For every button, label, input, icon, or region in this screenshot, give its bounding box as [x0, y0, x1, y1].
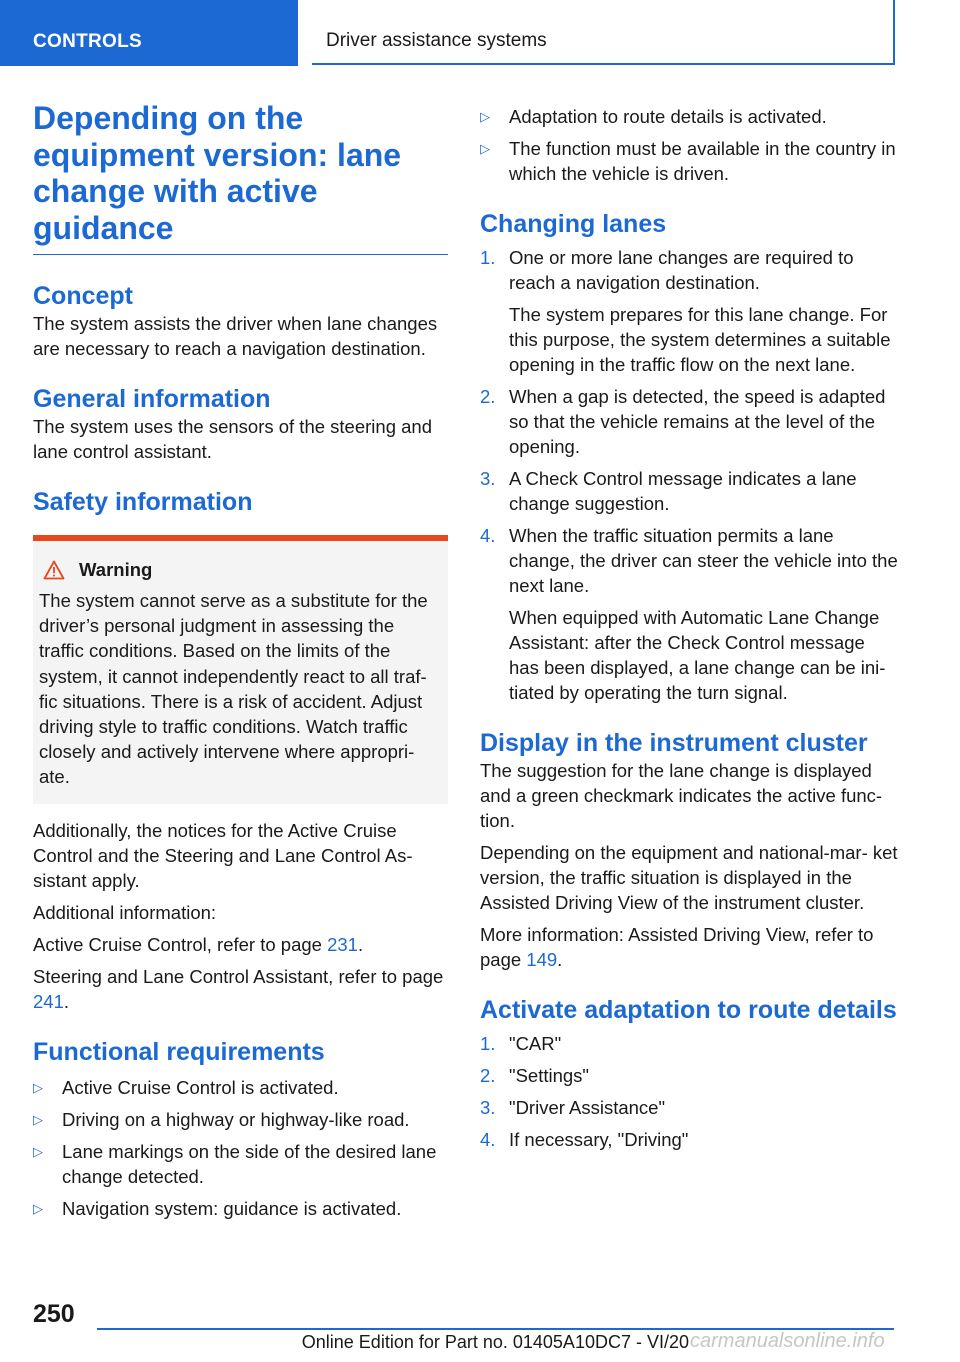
page-title: Depending on the equipment version: lane change with active guidance	[33, 100, 448, 255]
page-link-231[interactable]: 231	[327, 933, 358, 955]
topic-title: Driver assistance systems	[312, 0, 895, 65]
display-reference: More information: Assisted Driving View, refer to page 149.	[480, 924, 874, 970]
triangle-right-icon: ▷	[33, 1111, 43, 1127]
step-item: 2. "Settings"	[480, 1065, 589, 1086]
step-item: 1. One or more lane changes are required to reach a navigation destination. The system prepares for this lane change. For this purpose, the system determines a suitable opening in the traffic flow on the next lane.	[480, 247, 891, 375]
list-item: ▷ Navigation system: guidance is activated.	[33, 1197, 402, 1219]
triangle-right-icon: ▷	[480, 109, 490, 124]
acc-reference: Active Cruise Control, refer to page 231.	[33, 933, 364, 955]
section-tab: CONTROLS	[0, 0, 298, 66]
step-item: 3. A Check Control message indicates a lane change suggestion.	[480, 468, 857, 514]
right-column	[480, 104, 898, 1159]
list-item: ▷ Adaptation to route details is activated.	[480, 106, 827, 127]
page-link-241[interactable]: 241	[33, 990, 64, 1012]
safety-heading: Safety information	[33, 488, 253, 516]
list-item: ▷ Driving on a highway or highway-like road.	[33, 1108, 410, 1130]
edition-text: Online Edition for Part no. 01405A10DC7 - VI/20	[301, 1332, 689, 1352]
warning-box	[33, 535, 448, 804]
triangle-right-icon: ▷	[33, 1200, 43, 1216]
page-header	[0, 0, 960, 66]
additional-info-label: Additional information:	[33, 901, 217, 923]
list-item: ▷ Active Cruise Control is activated.	[33, 1076, 339, 1098]
step-item: 4. When the traffic situation permits a lane change, the driver can steer the vehicle into the next lane. When equipped with Automatic Lane Change Assistant: after the Check Control message has been displayed, a lane change can be ini‐ tiated by operating the turn signal.	[480, 525, 898, 703]
display-heading: Display in the instrument cluster	[480, 729, 868, 757]
triangle-right-icon: ▷	[480, 141, 490, 156]
display-text-1: The suggestion for the lane change is displayed and a green checkmark indicates the active func‐ tion.	[480, 760, 883, 831]
general-info-heading: General information	[33, 385, 271, 413]
changing-lanes-steps	[480, 245, 898, 705]
warning-header	[39, 557, 442, 582]
requirements-heading: Functional requirements	[33, 1037, 325, 1066]
step-item: 1. "CAR"	[480, 1033, 562, 1054]
requirements-list-continued	[480, 104, 898, 186]
watermark: carmanualsonline.info	[690, 1330, 885, 1352]
list-item: ▷ Lane markings on the side of the desired lane change detected.	[33, 1140, 437, 1187]
warning-label: Warning	[79, 559, 153, 580]
warning-text: The system cannot serve as a substitute for the driver’s personal judgment in assessing the traffic conditions. Based on the limits of the system, it cannot independently react to all traf‐ fic situations. There is a risk of accident. Adjust driving style to traffic conditions. Watch traffic closely and actively intervene where appropri‐ ate.	[39, 590, 428, 788]
warning-triangle-icon	[43, 560, 65, 580]
left-column	[33, 100, 448, 1228]
triangle-right-icon: ▷	[33, 1079, 43, 1095]
changing-lanes-heading: Changing lanes	[480, 210, 667, 238]
requirements-list	[33, 1075, 448, 1221]
step-item: 2. When a gap is detected, the speed is adapted so that the vehicle remains at the level of the opening.	[480, 386, 886, 457]
triangle-right-icon: ▷	[33, 1143, 43, 1159]
step-item: 4. If necessary, "Driving"	[480, 1129, 689, 1150]
page-link-149[interactable]: 149	[526, 949, 558, 970]
display-text-2: Depending on the equipment and national-mar‐ ket version, the traffic situation is displayed in the Assisted Driving View of the instrument cluster.	[480, 842, 898, 913]
step-item: 3. "Driver Assistance"	[480, 1097, 666, 1118]
slca-reference: Steering and Lane Control Assistant, refer to page 241.	[33, 965, 444, 1012]
page-number: 250	[33, 1300, 75, 1328]
concept-text: The system assists the driver when lane changes are necessary to reach a navigation destination.	[33, 313, 438, 359]
concept-heading: Concept	[33, 282, 133, 310]
notices-text: Additionally, the notices for the Active Cruise Control and the Steering and Lane Control As‐ sistant apply.	[33, 819, 413, 891]
activate-steps	[480, 1031, 898, 1152]
general-info-text: The system uses the sensors of the steering and lane control assistant.	[33, 416, 432, 462]
list-item: ▷ The function must be available in the country in which the vehicle is driven.	[480, 138, 896, 184]
activate-heading: Activate adaptation to route details	[480, 996, 897, 1024]
